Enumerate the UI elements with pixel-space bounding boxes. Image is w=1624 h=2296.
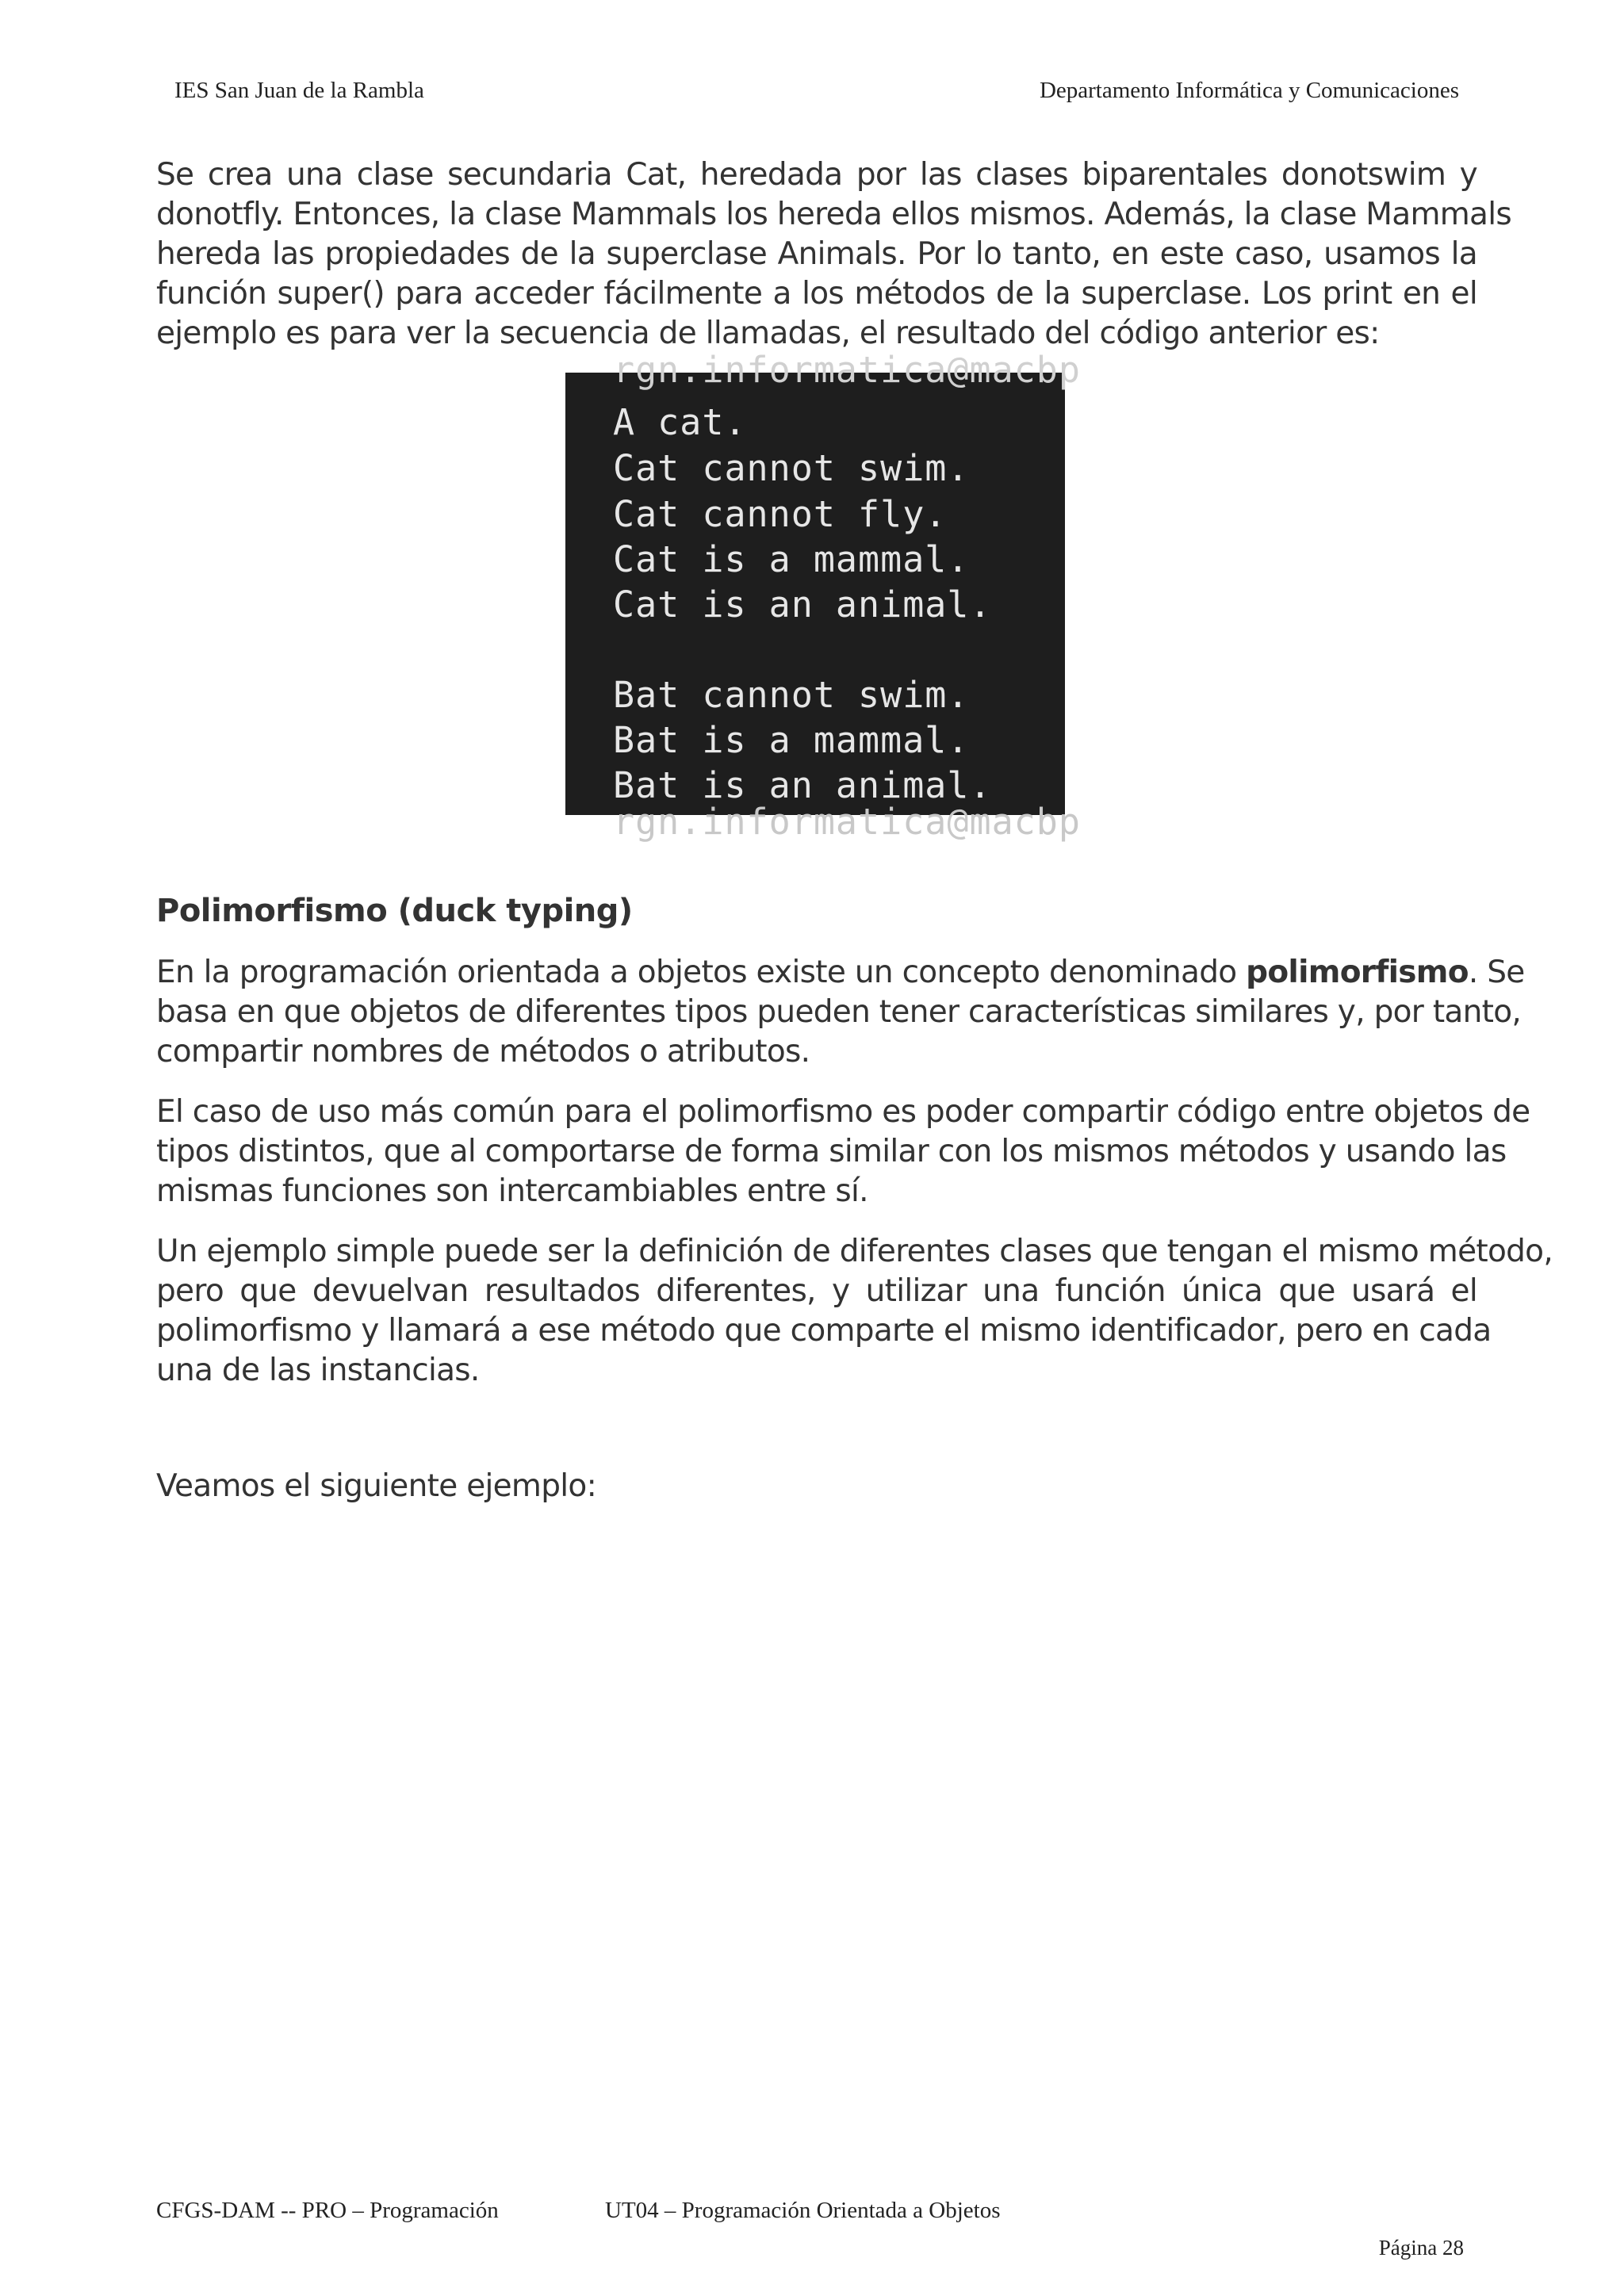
intro-line-4: función super() para acceder fácilmente a los métodos de la superclase. Los print en el — [156, 276, 1477, 312]
intro-line-1: Se crea una clase secundaria Cat, heredada por las clases biparentales donotswim y — [156, 157, 1477, 193]
footer-unit: UT04 – Programación Orientada a Objetos — [605, 2198, 1001, 2223]
p2-line-3: mismas funciones son intercambiables entre sí. — [156, 1173, 868, 1209]
polimorfismo-paragraph-4 — [156, 1467, 1477, 1506]
page-header — [174, 78, 1459, 109]
polimorfismo-paragraph-1 — [156, 953, 1525, 1072]
p3-line-1: Un ejemplo simple puede ser la definición de diferentes clases que tengan el mismo método, — [156, 1234, 1553, 1269]
polimorfismo-paragraph-3 — [156, 1232, 1553, 1391]
p1-line-3: compartir nombres de métodos o atributos. — [156, 1034, 810, 1070]
terminal-prompt-cut: rgn.informatica@macbp — [613, 349, 1081, 391]
footer-course: CFGS-DAM -- PRO – Programación — [156, 2198, 499, 2223]
intro-line-2: donotfly. Entonces, la clase Mammals los hereda ellos mismos. Además, la clase Mammals — [156, 197, 1511, 232]
p1-line-2: basa en que objetos de diferentes tipos pueden tener características similares y, por tanto, — [156, 994, 1522, 1030]
example-intro: Veamos el siguiente ejemplo: — [156, 1468, 597, 1504]
p2-line-2: tipos distintos, que al comportarse de forma similar con los mismos métodos y usando las — [156, 1134, 1507, 1169]
p2-line-1: El caso de uso más común para el polimorfismo es poder compartir código entre objetos de — [156, 1094, 1530, 1130]
polimorfismo-bold: polimorfismo — [1246, 955, 1469, 990]
section-title: Polimorfismo (duck typing) — [156, 893, 633, 929]
p3-line-3: polimorfismo y llamará a ese método que comparte el mismo identificador, pero en cada — [156, 1313, 1492, 1349]
terminal-line: Cat is an animal. — [613, 584, 992, 626]
terminal-line: Cat cannot swim. — [613, 447, 970, 489]
terminal-prompt-cut: rgn.informatica@macbp — [613, 801, 1081, 843]
intro-line-5: ejemplo es para ver la secuencia de llamadas, el resultado del código anterior es: — [156, 316, 1380, 351]
header-school: IES San Juan de la Rambla — [174, 78, 424, 103]
terminal-line: Cat is a mammal. — [613, 538, 970, 580]
polimorfismo-paragraph-2 — [156, 1093, 1530, 1211]
terminal-line: Bat is a mammal. — [613, 719, 970, 761]
page-number: Página 28 — [1378, 2236, 1464, 2260]
p3-line-2: pero que devuelvan resultados diferentes, y utilizar una función única que usará el — [156, 1273, 1477, 1309]
intro-block — [156, 155, 1511, 354]
terminal-output-screenshot — [565, 349, 1081, 843]
terminal-line: Cat cannot fly. — [613, 493, 948, 535]
terminal-line: Bat is an animal. — [613, 764, 992, 806]
terminal-line: A cat. — [613, 401, 747, 443]
terminal-line: Bat cannot swim. — [613, 674, 970, 716]
header-department: Departamento Informática y Comunicaciones — [1039, 78, 1459, 103]
intro-line-3: hereda las propiedades de la superclase Animals. Por lo tanto, en este caso, usamos la — [156, 236, 1477, 272]
p1-line-1: En la programación orientada a objetos existe un concepto denominado polimorfismo. Se — [156, 955, 1525, 990]
p3-line-4: una de las instancias. — [156, 1353, 480, 1388]
